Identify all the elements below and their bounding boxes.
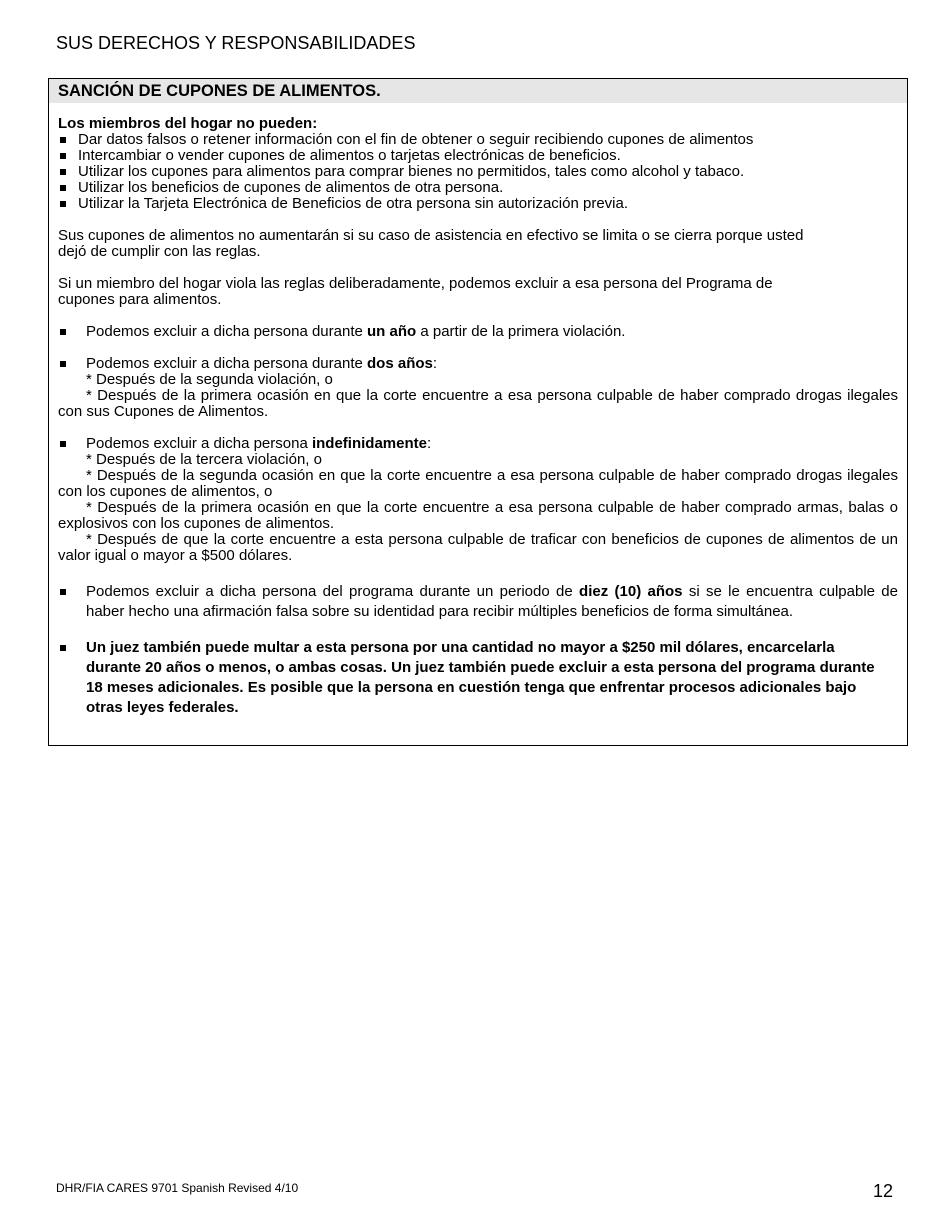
- sub-item: * Después de la primera ocasión en que la corte encuentre a esa persona culpable de haber comprado drogas ilegales con sus Cupones de Alimentos.: [58, 387, 898, 420]
- box-title: SANCIÓN DE CUPONES DE ALIMENTOS.: [49, 79, 907, 103]
- square-bullet-icon: [60, 185, 66, 191]
- bullet-one-year: Podemos excluir a dicha persona durante un año a partir de la primera violación.: [58, 324, 898, 340]
- list-item: Utilizar los cupones para alimentos para comprar bienes no permitidos, tales como alcohol y tabaco.: [58, 164, 898, 180]
- form-id: DHR/FIA CARES 9701 Spanish Revised 4/10: [56, 1181, 299, 1195]
- bullet-ten-years: Podemos excluir a dicha persona del programa durante un periodo de diez (10) años si se le encuentra culpable de haber hecho una afirmación falsa sobre su identidad para recibir múltiples beneficios de forma simultánea.: [58, 582, 898, 622]
- square-bullet-icon: [60, 153, 66, 159]
- square-bullet-icon: [60, 361, 66, 367]
- box-content: [49, 103, 907, 718]
- square-bullet-icon: [60, 137, 66, 143]
- bullet-judge-penalty: Un juez también puede multar a esta persona por una cantidad no mayor a $250 mil dólares, encarcelarla durante 20 años o menos, o ambas cosas. Un juez también puede excluir a esta persona del programa durante 18 meses adicionales. Es posible que la persona en cuestión tenga que enfrentar procesos adicionales bajo otras leyes federales.: [58, 638, 876, 718]
- subheading: Los miembros del hogar no pueden:: [58, 115, 318, 132]
- sanction-box: [48, 78, 908, 746]
- sub-item: * Después de la tercera violación, o: [86, 451, 322, 468]
- square-bullet-icon: [60, 201, 66, 207]
- page-number: 12: [873, 1181, 894, 1201]
- paragraph-violation: Si un miembro del hogar viola las reglas deliberadamente, podemos excluir a esa persona del Programa de cupones para alimentos.: [58, 275, 773, 308]
- square-bullet-icon: [60, 329, 66, 335]
- bullet-two-years: Podemos excluir a dicha persona durante dos años:: [58, 356, 898, 372]
- list-item: Utilizar la Tarjeta Electrónica de Beneficios de otra persona sin autorización previa.: [58, 196, 898, 212]
- list-item: Dar datos falsos o retener información con el fin de obtener o seguir recibiendo cupones de alimentos: [58, 132, 898, 148]
- page-header: SUS DERECHOS Y RESPONSABILIDADES: [56, 33, 416, 53]
- sub-item: * Después de la segunda violación, o: [86, 371, 333, 388]
- bullet-indefinitely: Podemos excluir a dicha persona indefinidamente:: [58, 436, 898, 452]
- sub-item: * Después de la segunda ocasión en que la corte encuentre a esa persona culpable de haber comprado drogas ilegales con los cupones de alimentos, o: [58, 467, 898, 500]
- square-bullet-icon: [60, 169, 66, 175]
- square-bullet-icon: [60, 441, 66, 447]
- list-item: Utilizar los beneficios de cupones de alimentos de otra persona.: [58, 180, 898, 196]
- sub-item: * Después de la primera ocasión en que la corte encuentre a esa persona culpable de haber comprado armas, balas o explosivos con los cupones de alimentos.: [58, 499, 898, 532]
- sub-item: * Después de que la corte encuentre a esta persona culpable de traficar con beneficios de cupones de alimentos de un valor igual o mayor a $500 dólares.: [58, 531, 898, 564]
- list-item: Intercambiar o vender cupones de alimentos o tarjetas electrónicas de beneficios.: [58, 148, 898, 164]
- square-bullet-icon: [60, 589, 66, 595]
- square-bullet-icon: [60, 645, 66, 651]
- prohibited-list: [58, 132, 898, 212]
- paragraph-assistance: Sus cupones de alimentos no aumentarán si su caso de asistencia en efectivo se limita o se cierra porque usted dejó de cumplir con las reglas.: [58, 227, 804, 260]
